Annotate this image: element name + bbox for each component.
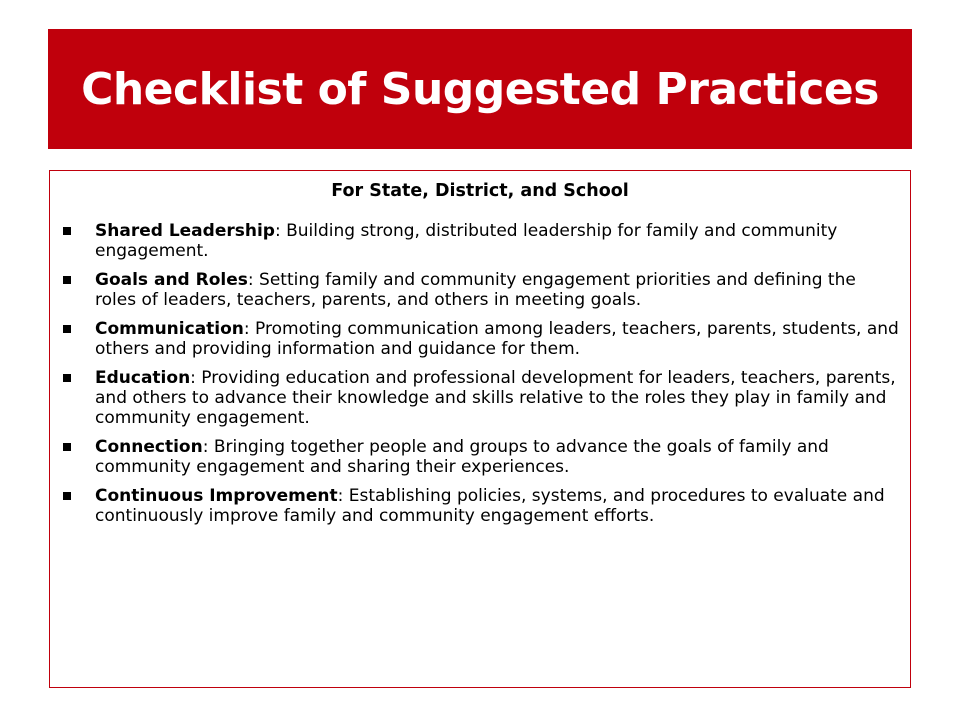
practice-term: Education [95,368,191,388]
slide-title: Checklist of Suggested Practices [81,63,879,115]
square-bullet-icon [63,492,71,500]
practice-description: : Promoting communication among leaders, teachers, parents, students, and others and providing information and guidance for them. [95,319,899,359]
square-bullet-icon [63,374,71,382]
square-bullet-icon [63,325,71,333]
list-item [50,486,910,526]
list-item [50,437,910,477]
practice-description: : Setting family and community engagement priorities and defining the roles of leaders, teachers, parents, and others in meeting goals. [95,270,856,310]
practice-term: Continuous Improvement [95,486,338,506]
practice-description: : Bringing together people and groups to advance the goals of family and community engagement and sharing their experiences. [95,437,829,477]
practice-term: Shared Leadership [95,221,275,241]
practice-description: : Providing education and professional development for leaders, teachers, parents, and others to advance their knowledge and skills relative to the roles they play in family and community engagement. [95,368,896,428]
content-box [49,170,911,688]
list-item [50,270,910,310]
square-bullet-icon [63,227,71,235]
practice-term: Goals and Roles [95,270,248,290]
list-item [50,221,910,261]
square-bullet-icon [63,443,71,451]
practice-term: Communication [95,319,244,339]
practice-description: : Building strong, distributed leadership for family and community engagement. [95,221,838,261]
practice-list [50,221,910,526]
list-item [50,319,910,359]
title-banner [48,29,912,149]
practice-term: Connection [95,437,203,457]
square-bullet-icon [63,276,71,284]
slide-subtitle: For State, District, and School [331,181,629,201]
practice-description: : Establishing policies, systems, and procedures to evaluate and continuously improve family and community engagement efforts. [95,486,885,526]
list-item [50,368,910,428]
